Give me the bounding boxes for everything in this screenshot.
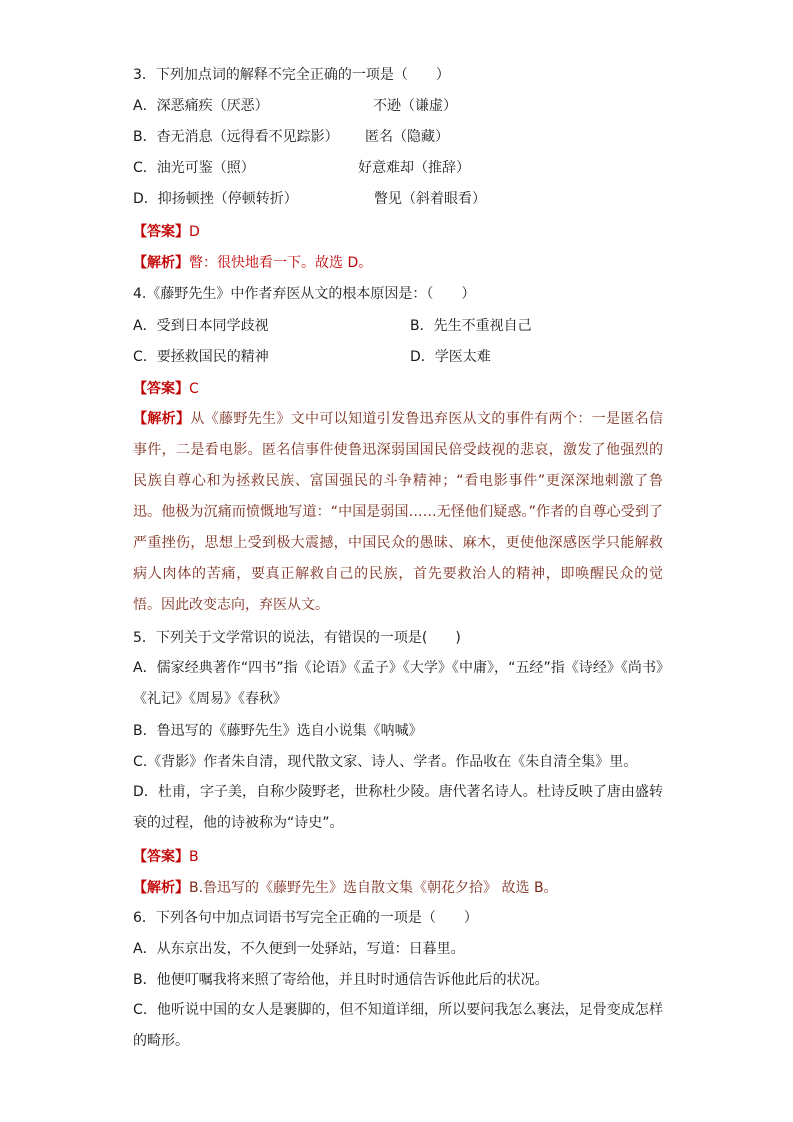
q5-answer — [133, 847, 199, 867]
q5-option-a: A．儒家经典著作“四书”指《论语》《孟子》《大学》《中庸》，“五经”指《诗经》《尚书》《礼记》《周易》《春秋》 — [133, 660, 663, 707]
answer-tag: 【答案】 — [133, 381, 189, 397]
q6-stem: 6．下列各句中加点词语书写完全正确的一项是（ ） — [133, 910, 478, 926]
q5-option-d: D．杜甫，字子美，自称少陵野老，世称杜少陵。唐代著名诗人。杜诗反映了唐由盛转衰的过程，他的诗被称为“诗史”。 — [133, 784, 663, 831]
q6-option-b: B．他便叮嘱我将来照了寄给他，并且时时通信告诉他此后的状况。 — [133, 972, 549, 988]
q3-option-b-right: 匿名（隐藏） — [365, 129, 449, 145]
q6-option-a: A．从东京出发，不久便到一处驿站，写道：日暮里。 — [133, 941, 465, 957]
q6-option-c: C．他听说中国的女人是裹脚的，但不知道详细，所以要问我怎么裹法，足骨变成怎样的畸形。 — [133, 1002, 663, 1049]
answer-value: B — [189, 849, 199, 865]
q5-option-c: C.《背影》作者朱自清，现代散文家、诗人、学者。作品收在《朱自清全集》里。 — [133, 754, 638, 770]
analysis-text: 从《藤野先生》文中可以知道引发鲁迅弃医从文的事件有两个：一是匿名信事件，二是看电影。匿名信事件使鲁迅深弱国国民倍受歧视的悲哀，激发了他强烈的民族自尊心和为拯救民族、富国强民的斗争精神；“看电影事件”更深深地刺激了鲁迅。他极为沉痛而愤慨地写道：“中国是弱国……无怪他们疑惑。”作者的自尊心受到了严重挫伤，思想上受到极大震撼，中国民众的愚昧、麻木，更使他深感医学只能解救病人肉体的苦痛，要真正解救自己的民族，首先要救治人的精神，即唤醒民众的觉悟。因此改变志向，弃医从文。 — [133, 411, 664, 613]
q3-answer — [133, 222, 200, 242]
q3-option-a-right: 不逊（谦虚） — [373, 98, 457, 114]
answer-tag: 【答案】 — [133, 849, 189, 865]
q4-option-d: D．学医太难 — [410, 349, 491, 365]
q3-option-d-right: 瞥见（斜着眼看） — [374, 191, 486, 207]
q3-option-c-right: 好意难却（推辞） — [358, 160, 470, 176]
analysis-tag: 【解析】 — [133, 411, 191, 427]
analysis-text: B.鲁迅写的《藤野先生》选自散文集《朝花夕拾》 故选 B。 — [189, 880, 558, 896]
answer-value: D — [189, 224, 200, 240]
analysis-text: 瞥：很快地看一下。故选 D。 — [189, 255, 373, 271]
q4-option-a: A．受到日本同学歧视 — [133, 318, 269, 334]
q5-option-b: B．鲁迅写的《藤野先生》选自小说集《呐喊》 — [133, 723, 423, 739]
q3-option-c: C．油光可鉴（照） — [133, 160, 255, 176]
q4-stem: 4.《藤野先生》中作者弃医从文的根本原因是：（ ） — [133, 286, 476, 302]
q4-option-c: C．要拯救国民的精神 — [133, 349, 269, 365]
answer-tag: 【答案】 — [133, 224, 189, 240]
q3-analysis — [133, 253, 372, 273]
q5-stem: 5．下列关于文学常识的说法，有错误的一项是( ) — [133, 630, 461, 646]
q5-analysis — [133, 878, 558, 898]
q4-answer — [133, 379, 199, 399]
q4-option-b: B．先生不重视自己 — [410, 318, 532, 334]
q4-analysis — [133, 404, 663, 621]
answer-value: C — [189, 381, 199, 397]
q3-option-b: B．杳无消息（远得看不见踪影） — [133, 129, 339, 145]
q3-option-a: A．深恶痛疾（厌恶） — [133, 98, 269, 114]
q3-option-d: D．抑扬顿挫（停顿转折） — [133, 191, 298, 207]
analysis-tag: 【解析】 — [133, 255, 189, 271]
analysis-tag: 【解析】 — [133, 880, 189, 896]
q3-stem: 3．下列加点词的解释不完全正确的一项是（ ） — [133, 67, 450, 83]
